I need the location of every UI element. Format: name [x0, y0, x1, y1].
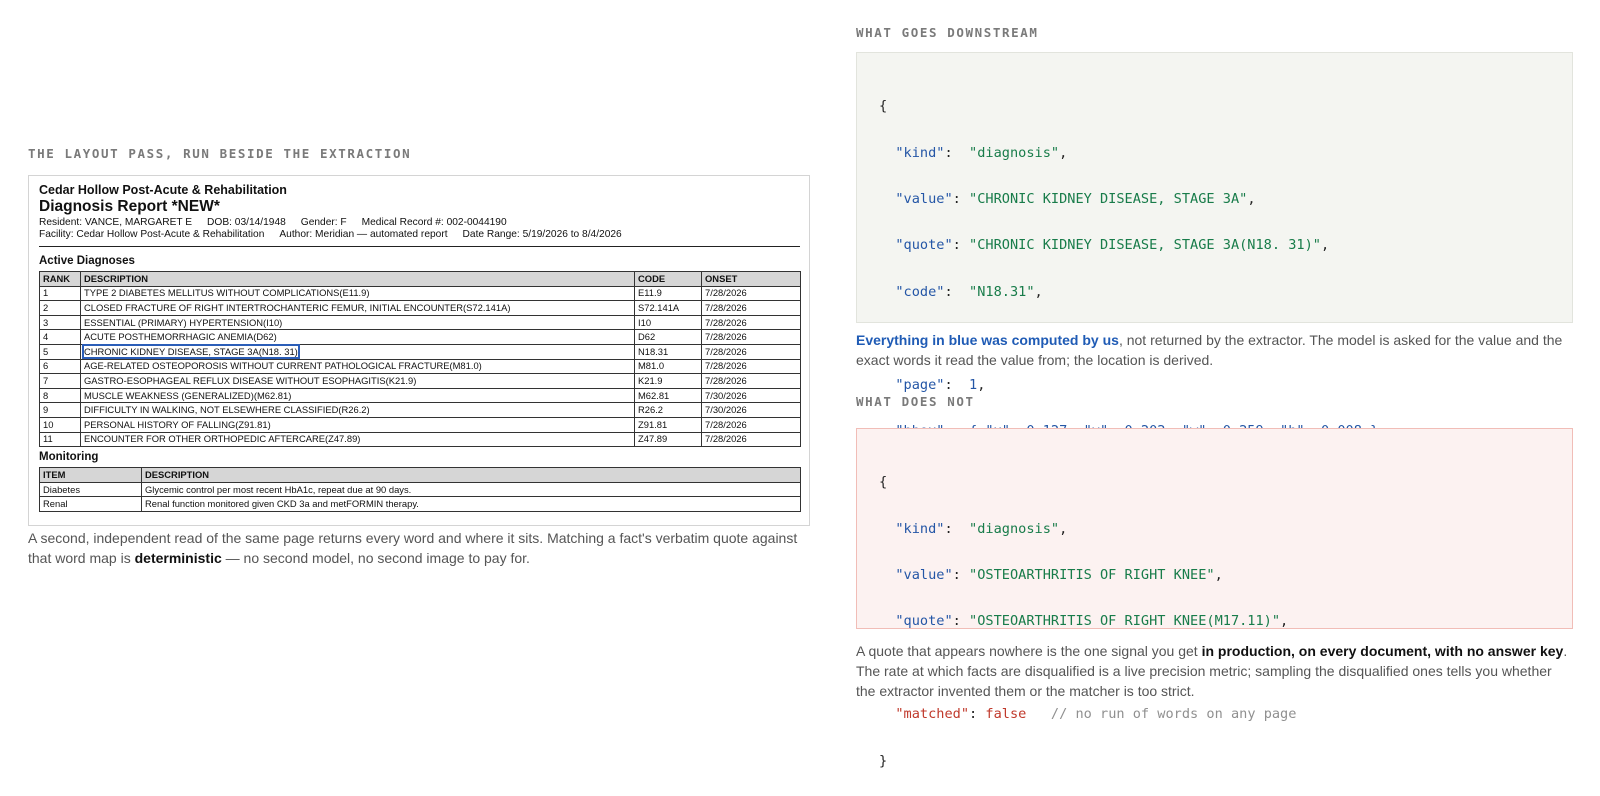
code-cell: Z91.81: [635, 417, 702, 432]
caption-text: A quote that appears nowhere is the one signal you get: [856, 643, 1202, 659]
json-computed-value: 1: [969, 376, 978, 393]
onset-cell: 7/28/2026: [702, 286, 801, 301]
monitoring-heading: Monitoring: [39, 451, 99, 464]
table-row: [40, 359, 801, 374]
item-cell: Diabetes: [40, 482, 142, 497]
doc-gender: Gender: F: [300, 217, 347, 228]
doc-divider: [39, 246, 800, 247]
code-cell: Z47.89: [635, 432, 702, 447]
json-key: "value": [895, 566, 953, 583]
description-cell: ESSENTIAL (PRIMARY) HYPERTENSION(I10): [81, 315, 635, 330]
caption-text: A second, independent read of the same page returns every word and where it sits. Matching a fact's verbatim quote against that word map is: [28, 530, 798, 566]
code-open-brace: {: [879, 98, 888, 115]
diagnoses-header-row: [40, 272, 801, 287]
description-cell: Renal function monitored given CKD 3a and metFORMIN therapy.: [142, 497, 801, 512]
doc-facility-line: [39, 229, 800, 241]
layout-pass-label: THE LAYOUT PASS, RUN BESIDE THE EXTRACTION: [28, 146, 412, 161]
monitoring-table: [39, 467, 801, 512]
json-string: "diagnosis": [969, 144, 1060, 161]
json-false-value: false: [985, 706, 1027, 723]
description-cell: PERSONAL HISTORY OF FALLING(Z91.81): [81, 417, 635, 432]
downstream-label: WHAT GOES DOWNSTREAM: [856, 25, 1039, 40]
code-cell: N18.31: [635, 344, 702, 359]
doc-title: Diagnosis Report *NEW*: [39, 198, 220, 215]
downstream-caption: [856, 330, 1574, 370]
col-onset-header: ONSET: [702, 272, 801, 287]
onset-cell: 7/30/2026: [702, 388, 801, 403]
description-cell: [81, 344, 635, 359]
col-rank-header: RANK: [40, 272, 81, 287]
rank-cell: 7: [40, 374, 81, 389]
code-comment: // no run of words on any page: [1050, 706, 1297, 723]
description-cell: TYPE 2 DIABETES MELLITUS WITHOUT COMPLICATIONS(E11.9): [81, 286, 635, 301]
onset-cell: 7/28/2026: [702, 417, 801, 432]
json-string: "CHRONIC KIDNEY DISEASE, STAGE 3A": [969, 190, 1248, 207]
rank-cell: 4: [40, 330, 81, 345]
doc-facility-name: Cedar Hollow Post-Acute & Rehabilitation: [39, 183, 287, 197]
table-row: [40, 417, 801, 432]
code-line-code: "code": "N18.31",: [895, 283, 1043, 300]
code-line-quote: "quote": "OSTEOARTHRITIS OF RIGHT KNEE(M17.11)",: [895, 613, 1289, 630]
doc-date-range: Date Range: 5/19/2026 to 8/4/2026: [462, 228, 622, 240]
code-line-kind: "kind": "diagnosis",: [895, 520, 1068, 537]
onset-cell: 7/28/2026: [702, 359, 801, 374]
json-key: "value": [895, 190, 953, 207]
table-row: [40, 286, 801, 301]
rank-cell: 5: [40, 344, 81, 359]
json-string: "OSTEOARTHRITIS OF RIGHT KNEE(M17.11)": [969, 613, 1281, 630]
rank-cell: 11: [40, 432, 81, 447]
json-string: "CHRONIC KIDNEY DISEASE, STAGE 3A(N18. 31)": [969, 237, 1321, 254]
description-cell: AGE-RELATED OSTEOPOROSIS WITHOUT CURRENT PATHOLOGICAL FRACTURE(M81.0): [81, 359, 635, 374]
rank-cell: 8: [40, 388, 81, 403]
doc-resident-line: [39, 217, 800, 229]
rank-cell: 9: [40, 403, 81, 418]
does-not-label: WHAT DOES NOT: [856, 394, 975, 409]
layout-pass-caption: [28, 528, 808, 568]
code-cell: S72.141A: [635, 301, 702, 316]
caption-text: , not returned by the extractor. The model is asked for the value and the exact words it read the value from; the location is derived.: [856, 332, 1563, 368]
doc-facility: Facility: Cedar Hollow Post-Acute & Rehabilitation: [39, 228, 265, 240]
code-line-page: "page": 1,: [895, 376, 986, 393]
json-key: "page": [895, 376, 945, 393]
json-key: "quote": [895, 237, 953, 254]
doc-dob: DOB: 03/14/1948: [207, 217, 286, 228]
json-key-failed: "matched": [895, 706, 970, 723]
json-string: "diagnosis": [969, 520, 1060, 537]
json-string: "N18.31": [969, 283, 1035, 300]
caption-text-end: . The rate at which facts are disqualified is a live precision metric; sampling the disqualified ones tells you whether the extractor invented them or the matcher is too strict.: [856, 643, 1568, 699]
table-row: [40, 482, 801, 497]
description-cell: MUSCLE WEAKNESS (GENERALIZED)(M62.81): [81, 388, 635, 403]
matched-quote-highlight: CHRONIC KIDNEY DISEASE, STAGE 3A(N18. 31): [84, 345, 298, 357]
code-line-value: "value": "CHRONIC KIDNEY DISEASE, STAGE 3A",: [895, 190, 1256, 207]
col-item-header: ITEM: [40, 468, 142, 483]
code-cell: K21.9: [635, 374, 702, 389]
doc-author: Author: Meridian — automated report: [279, 228, 448, 240]
table-row: [40, 432, 801, 447]
description-cell: GASTRO-ESOPHAGEAL REFLUX DISEASE WITHOUT ESOPHAGITIS(K21.9): [81, 374, 635, 389]
onset-cell: 7/30/2026: [702, 403, 801, 418]
code-line-kind: "kind": "diagnosis",: [895, 144, 1068, 161]
onset-cell: 7/28/2026: [702, 344, 801, 359]
does-not-caption: [856, 641, 1574, 701]
col-mon-description-header: DESCRIPTION: [142, 468, 801, 483]
code-close-brace: }: [879, 752, 888, 769]
code-cell: I10: [635, 315, 702, 330]
code-cell: E11.9: [635, 286, 702, 301]
computed-highlight: Everything in blue was computed by us: [856, 332, 1119, 348]
json-key: "code": [895, 283, 945, 300]
table-row: [40, 374, 801, 389]
code-line-value: "value": "OSTEOARTHRITIS OF RIGHT KNEE",: [895, 566, 1223, 583]
onset-cell: 7/28/2026: [702, 432, 801, 447]
onset-cell: 7/28/2026: [702, 315, 801, 330]
code-cell: D62: [635, 330, 702, 345]
monitoring-body: [40, 482, 801, 511]
description-cell: DIFFICULTY IN WALKING, NOT ELSEWHERE CLASSIFIED(R26.2): [81, 403, 635, 418]
item-cell: Renal: [40, 497, 142, 512]
code-cell: R26.2: [635, 403, 702, 418]
monitoring-header-row: [40, 468, 801, 483]
table-row: [40, 330, 801, 345]
caption-emphasis: in production, on every document, with no answer key: [1201, 643, 1564, 659]
table-row: [40, 497, 801, 512]
rank-cell: 6: [40, 359, 81, 374]
json-string: "OSTEOARTHRITIS OF RIGHT KNEE": [969, 566, 1215, 583]
rank-cell: 3: [40, 315, 81, 330]
json-key: "quote": [895, 613, 953, 630]
code-cell: M62.81: [635, 388, 702, 403]
doc-mrn: Medical Record #: 002-0044190: [361, 217, 507, 228]
table-row: [40, 344, 801, 359]
active-diagnoses-heading: Active Diagnoses: [39, 255, 135, 267]
table-row: [40, 388, 801, 403]
description-cell: ACUTE POSTHEMORRHAGIC ANEMIA(D62): [81, 330, 635, 345]
caption-text-end: — no second model, no second image to pay for.: [221, 550, 530, 566]
description-cell: ENCOUNTER FOR OTHER ORTHOPEDIC AFTERCARE(Z47.89): [81, 432, 635, 447]
doc-resident: Resident: VANCE, MARGARET E: [39, 217, 193, 228]
json-key: "kind": [895, 144, 945, 161]
onset-cell: 7/28/2026: [702, 330, 801, 345]
description-cell: Glycemic control per most recent HbA1c, repeat due at 90 days.: [142, 482, 801, 497]
caption-emphasis: deterministic: [134, 550, 222, 566]
rank-cell: 10: [40, 417, 81, 432]
onset-cell: 7/28/2026: [702, 374, 801, 389]
table-row: [40, 403, 801, 418]
json-key: "kind": [895, 520, 945, 537]
rank-cell: 1: [40, 286, 81, 301]
diagnoses-body: [40, 286, 801, 447]
document-preview: [28, 175, 810, 526]
onset-cell: 7/28/2026: [702, 301, 801, 316]
code-cell: M81.0: [635, 359, 702, 374]
code-open-brace: {: [879, 474, 888, 491]
description-cell: CLOSED FRACTURE OF RIGHT INTERTROCHANTERIC FEMUR, INITIAL ENCOUNTER(S72.141A): [81, 301, 635, 316]
rank-cell: 2: [40, 301, 81, 316]
table-row: [40, 301, 801, 316]
code-line-quote: "quote": "CHRONIC KIDNEY DISEASE, STAGE 3A(N18. 31)",: [895, 237, 1330, 254]
col-description-header: DESCRIPTION: [81, 272, 635, 287]
diagnoses-table: [39, 271, 801, 447]
col-code-header: CODE: [635, 272, 702, 287]
table-row: [40, 315, 801, 330]
code-line-matched: "matched": false // no run of words on any page: [895, 706, 1297, 723]
